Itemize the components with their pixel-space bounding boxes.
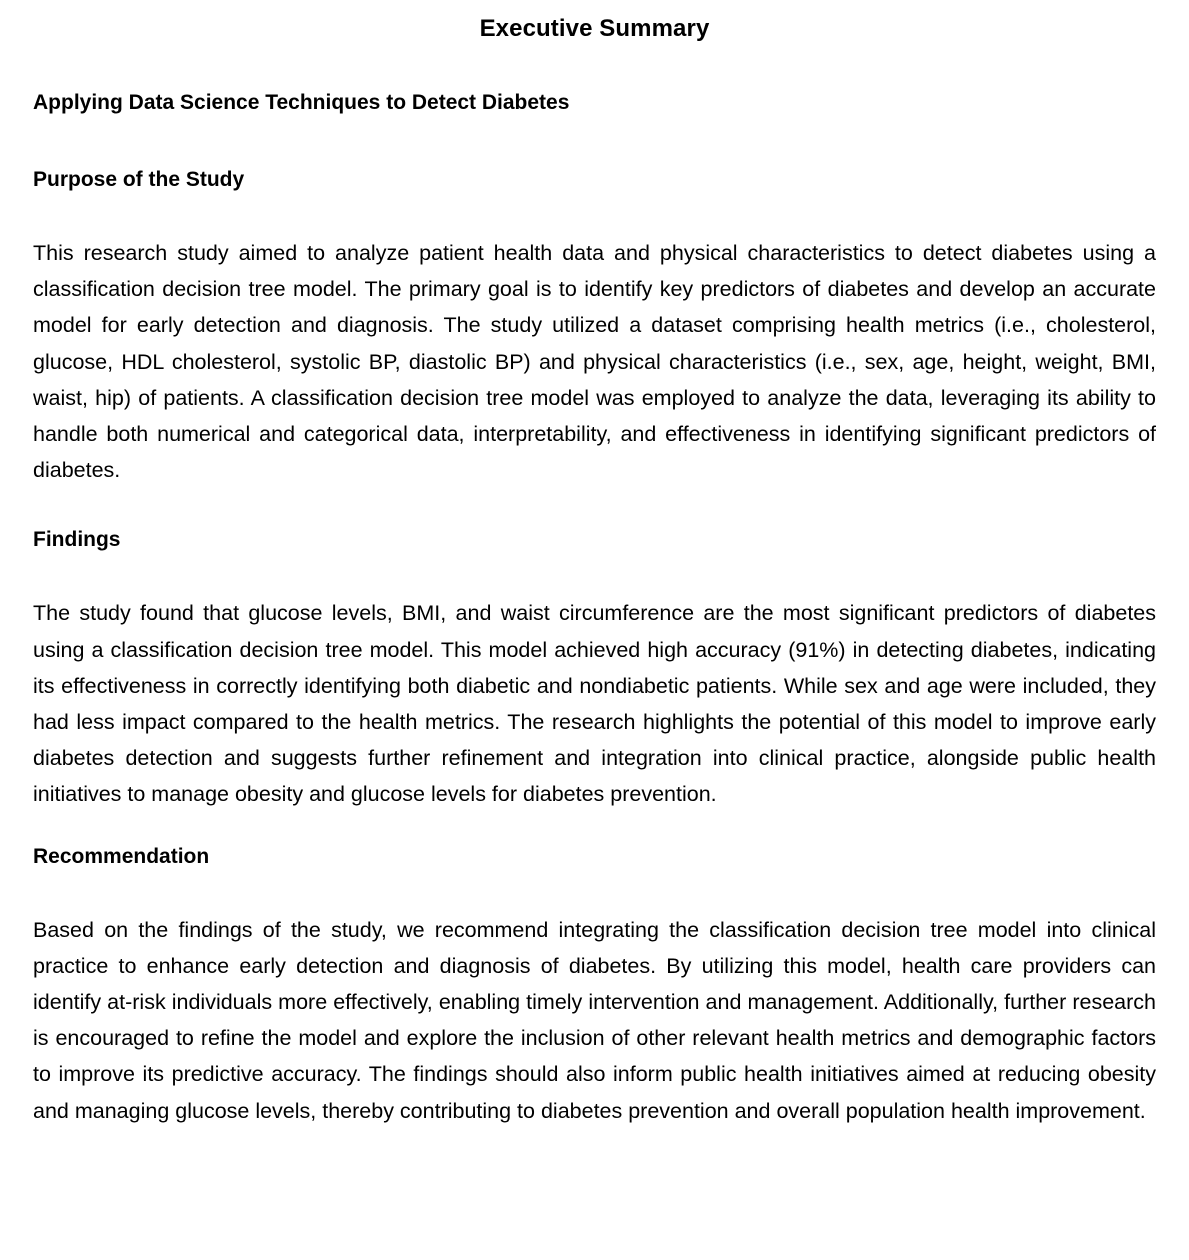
section-heading-findings: Findings: [33, 528, 121, 552]
section-heading-recommendation: Recommendation: [33, 844, 210, 868]
spacer: [33, 193, 1156, 235]
spacer: [33, 813, 1156, 844]
page-title: Executive Summary: [479, 15, 710, 42]
spacer: [33, 116, 1156, 167]
section-body-findings: The study found that glucose levels, BMI, and waist circumference are the most significant predictors of diabetes using a classification decision tree model. This model achieved high accuracy (91%) in detecting diabetes, indicating its effectiveness in correctly identifying both diabetic and nondiabetic patients. While sex and age were included, they had less impact compared to the health metrics. The research highlights the potential of this model to improve early diabetes detection and suggests further refinement and integration into clinical practice, alongside public health initiatives to manage obesity and glucose levels for diabetes prevention.: [33, 601, 1156, 807]
spacer: [33, 488, 1156, 527]
spacer: [33, 870, 1156, 912]
spacer: [33, 553, 1156, 595]
section-body-recommendation: Based on the findings of the study, we recommend integrating the classification decision tree model into clinical practice to enhance early detection and diagnosis of diabetes. By utilizing this model, health care providers can identify at-risk individuals more effectively, enabling timely intervention and management. Additionally, further research is encouraged to refine the model and explore the inclusion of other relevant health metrics and demographic factors to improve its predictive accuracy. The findings should also inform public health initiatives aimed at reducing obesity and managing glucose levels, thereby contributing to diabetes prevention and overall population health improvement.: [33, 917, 1156, 1123]
section-body-purpose-of-the-study: This research study aimed to analyze patient health data and physical characteristics to detect diabetes using a classification decision tree model. The primary goal is to identify key predictors of diabetes and develop an accurate model for early detection and diagnosis. The study utilized a dataset comprising health metrics (i.e., cholesterol, glucose, HDL cholesterol, systolic BP, diastolic BP) and physical characteristics (i.e., sex, age, height, weight, BMI, waist, hip) of patients. A classification decision tree model was employed to analyze the data, leveraging its ability to handle both numerical and categorical data, interpretability, and effectiveness in identifying significant predictors of diabetes.: [33, 241, 1156, 483]
section-heading-purpose-of-the-study: Purpose of the Study: [33, 168, 245, 191]
document-subtitle: Applying Data Science Techniques to Detect Diabetes: [33, 91, 570, 114]
